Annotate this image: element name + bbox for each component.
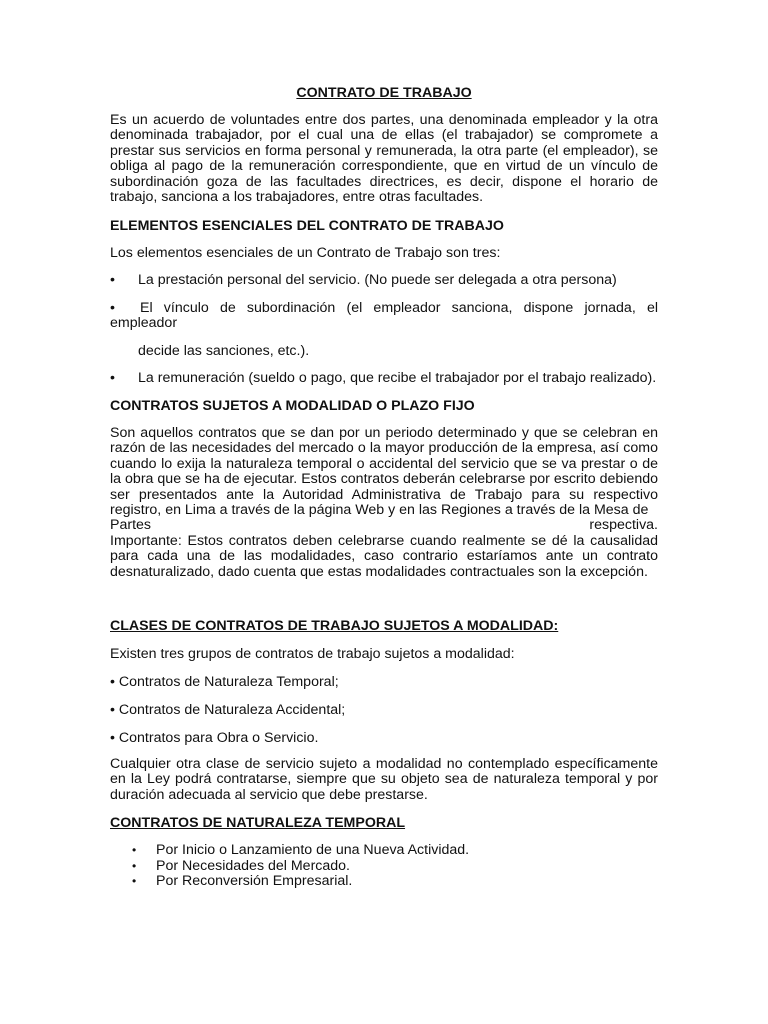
bullet-icon: • — [110, 370, 115, 386]
elementos-item-2 — [110, 301, 658, 332]
section-heading-modalidad: CONTRATOS SUJETOS A MODALIDAD O PLAZO FIJO — [110, 398, 475, 414]
clases-lead: Existen tres grupos de contratos de trabajo sujetos a modalidad: — [110, 646, 515, 662]
temporal-list — [132, 843, 469, 890]
bullet-icon: • — [132, 874, 137, 889]
list-item — [132, 874, 469, 890]
temporal-item-text: Por Reconversión Empresarial. — [156, 873, 353, 890]
temporal-item-text: Por Necesidades del Mercado. — [156, 857, 350, 874]
section-heading-clases: CLASES DE CONTRATOS DE TRABAJO SUJETOS A MODALIDAD: — [110, 618, 559, 634]
bullet-icon: • — [132, 858, 137, 873]
bullet-icon: • — [110, 272, 115, 288]
section-heading-temporal: CONTRATOS DE NATURALEZA TEMPORAL — [110, 815, 406, 831]
clases-paragraph: Cualquier otra clase de servicio sujeto a modalidad no contemplado específicamente en la Ley podrá contratarse, siempre que su objeto sea de naturaleza temporal y por duración adecuada al servicio que debe prestarse. — [110, 756, 658, 803]
bullet-icon: • — [110, 300, 115, 316]
document-title: CONTRATO DE TRABAJO — [296, 85, 472, 101]
partes-right: respectiva. — [589, 517, 658, 534]
intro-paragraph: Es un acuerdo de voluntades entre dos partes, una denominada empleador y la otra denominada trabajador, por el cual una de ellas (el trabajador) se compromete a prestar sus servicios en forma personal y remunerada, la otra parte (el empleador), se obliga al pago de la remuneración correspondiente, que en virtud de un vínculo de subordinación goza de las facultades directrices, es decir, dispone el horario de trabajo, sanciona a los trabajadores, entre otras facultades. — [110, 112, 658, 206]
modalidad-paragraph: Son aquellos contratos que se dan por un periodo determinado y que se celebran en razón de las necesidades del mercado o la mayor producción de la empresa, así como cuando lo exija la naturaleza temporal o accidental del servicio que se va prestar o de la obra que se ha de ejecutar. Estos contratos deberán celebrarse por escrito debiendo ser presentados ante la Autoridad Administrativa de Trabajo para su respectivo registro, en Lima a través de la página Web y en las Regiones a través de la Mesa de — [110, 425, 658, 519]
modalidad-partes-line — [110, 518, 658, 533]
elementos-item-3 — [110, 371, 658, 386]
list-item — [132, 843, 469, 859]
bullet-icon: • — [132, 843, 137, 857]
section-heading-elementos: ELEMENTOS ESENCIALES DEL CONTRATO DE TRABAJO — [110, 218, 504, 234]
list-item — [132, 859, 469, 875]
clases-item-3: • Contratos para Obra o Servicio. — [110, 730, 319, 746]
elementos-item-2-text: El vínculo de subordinación (el empleador sanciona, dispone jornada, el — [140, 300, 658, 316]
elementos-item-1-text: La prestación personal del servicio. (No puede ser delegada a otra persona) — [138, 272, 617, 288]
elementos-item-1 — [110, 273, 658, 288]
elementos-item-2-continuation: decide las sanciones, etc.). — [138, 343, 310, 359]
clases-item-1: • Contratos de Naturaleza Temporal; — [110, 674, 339, 690]
temporal-item-text: Por Inicio o Lanzamiento de una Nueva Actividad. — [156, 842, 470, 858]
modalidad-block — [110, 426, 658, 580]
partes-left: Partes — [110, 517, 152, 534]
elementos-item-2-line2: empleador — [110, 315, 178, 332]
clases-item-2: • Contratos de Naturaleza Accidental; — [110, 702, 346, 718]
elementos-item-3-text: La remuneración (sueldo o pago, que recibe el trabajador por el trabajo realizado). — [138, 370, 657, 386]
elementos-lead: Los elementos esenciales de un Contrato de Trabajo son tres: — [110, 245, 501, 261]
importante-paragraph: Importante: Estos contratos deben celebrarse cuando realmente se dé la causalidad para cada una de las modalidades, caso contrario estaríamos ante un contrato desnaturalizado, dado cuenta que estas modalidades contractuales son la excepción. — [110, 532, 658, 580]
document-page — [110, 0, 658, 1024]
